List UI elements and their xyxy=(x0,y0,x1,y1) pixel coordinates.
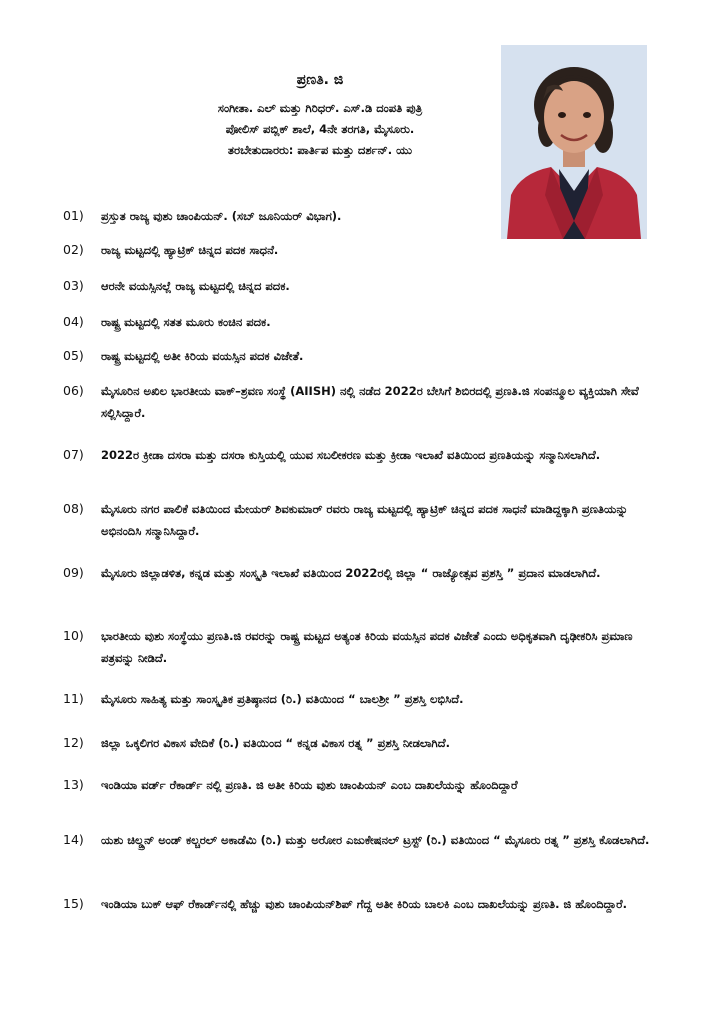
list-item xyxy=(63,444,663,466)
item-number: 08) xyxy=(63,501,84,516)
student-name: ಪ್ರಣತಿ. ಜಿ xyxy=(296,72,344,88)
item-number: 07) xyxy=(63,447,84,462)
list-item xyxy=(63,625,663,669)
list-item xyxy=(63,829,663,851)
list-item xyxy=(63,732,663,754)
item-number: 06) xyxy=(63,383,84,398)
list-item xyxy=(63,688,663,710)
item-number: 05) xyxy=(63,348,84,363)
item-number: 15) xyxy=(63,896,84,911)
list-item xyxy=(63,774,663,796)
item-text: ಮೈಸೂರು ಸಾಹಿತ್ಯ ಮತ್ತು ಸಾಂಸ್ಕೃತಿಕ ಪ್ರತಿಷ್ಠಾನದ (ರಿ.) ವತಿಯಿಂದ “ ಬಾಲಶ್ರೀ ” ಪ್ರಶಸ್ತಿ ಲಭಿಸಿದೆ. xyxy=(101,692,464,706)
school-line: ಪೋಲಿಸ್ ಪಬ್ಲಿಕ್ ಶಾಲೆ, 4ನೇ ತರಗತಿ, ಮೈಸೂರು. xyxy=(225,122,415,136)
item-number: 01) xyxy=(63,208,84,223)
item-text: ಇಂಡಿಯಾ ಬುಕ್ ಆಫ್ ರೆಕಾರ್ಡ್‌ನಲ್ಲಿ ಹೆಚ್ಚು ವುಶು ಚಾಂಪಿಯನ್‌ಶಿಪ್ ಗೆದ್ದ ಅತೀ ಕಿರಿಯ ಬಾಲಕಿ ಎಂಬ ದಾಖಲೆಯನ್ನು ಪ್ರಣತಿ. ಜಿ ಹೊಂದಿದ್ದಾರೆ. xyxy=(101,897,627,911)
item-text: ಯಶು ಚಿಲ್ಡ್ರನ್ ಅಂಡ್ ಕಲ್ಚರಲ್ ಅಕಾಡೆಮಿ (ರಿ.) ಮತ್ತು ಅರೋರ ಎಜುಕೇಷನಲ್ ಟ್ರಸ್ಟ್ (ರಿ.) ವತಿಯಿಂದ “ ಮೈಸೂರು ರತ್ನ ” ಪ್ರಶಸ್ತಿ ಕೊಡಲಾಗಿದೆ. xyxy=(101,833,650,847)
item-number: 03) xyxy=(63,278,84,293)
list-item xyxy=(63,275,663,297)
item-text: ಮೈಸೂರು ಜಿಲ್ಲಾಡಳಿತ, ಕನ್ನಡ ಮತ್ತು ಸಂಸ್ಕೃತಿ ಇಲಾಖೆ ವತಿಯಿಂದ 2022ರಲ್ಲಿ ಜಿಲ್ಲಾ “ ರಾಜ್ಯೋತ್ಸವ ಪ್ರಶಸ್ತಿ ” ಪ್ರದಾನ ಮಾಡಲಾಗಿದೆ. xyxy=(101,566,601,580)
profile-header xyxy=(150,72,490,161)
item-text: ಭಾರತೀಯ ವುಶು ಸಂಸ್ಥೆಯು ಪ್ರಣತಿ.ಜಿ ರವರನ್ನು ರಾಷ್ಟ್ರ ಮಟ್ಟದ ಅತ್ಯಂತ ಕಿರಿಯ ವಯಸ್ಸಿನ ಪದಕ ವಿಜೇತೆ ಎಂದು ಅಧಿಕೃತವಾಗಿ ದೃಢೀಕರಿಸಿ ಪ್ರಮಾಣ ಪತ್ರವನ್ನು ನೀಡಿದೆ. xyxy=(101,629,633,665)
item-text: ಜಿಲ್ಲಾ ಒಕ್ಕಲಿಗರ ವಿಕಾಸ ವೇದಿಕೆ (ರಿ.) ವತಿಯಿಂದ “ ಕನ್ನಡ ವಿಕಾಸ ರತ್ನ ” ಪ್ರಶಸ್ತಿ ನೀಡಲಾಗಿದೆ. xyxy=(101,736,450,750)
item-text: ಮೈಸೂರಿನ ಅಖಿಲ ಭಾರತೀಯ ವಾಕ್–ಶ್ರವಣ ಸಂಸ್ಥೆ (AIISH) ನಲ್ಲಿ ನಡೆದ 2022ರ ಬೇಸಿಗೆ ಶಿಬಿರದಲ್ಲಿ ಪ್ರಣತಿ.ಜಿ ಸಂಪನ್ಮೂಲ ವ್ಯಕ್ತಿಯಾಗಿ ಸೇವೆ ಸಲ್ಲಿಸಿದ್ದಾರೆ. xyxy=(101,384,639,420)
item-text: ಆರನೇ ವಯಸ್ಸಿನಲ್ಲೆ ರಾಜ್ಯ ಮಟ್ಟದಲ್ಲಿ ಚಿನ್ನದ ಪದಕ. xyxy=(101,279,290,293)
parents-line: ಸಂಗೀತಾ. ಎಲ್ ಮತ್ತು ಗಿರಿಧರ್. ಎಸ್.ಡಿ ದಂಪತಿ ಪುತ್ರಿ xyxy=(217,101,423,115)
item-number: 12) xyxy=(63,735,84,750)
list-item xyxy=(63,205,663,227)
item-text: ಮೈಸೂರು ನಗರ ಪಾಲಿಕೆ ವತಿಯಿಂದ ಮೇಯರ್ ಶಿವಕುಮಾರ್ ರವರು ರಾಜ್ಯ ಮಟ್ಟದಲ್ಲಿ ಹ್ಯಾಟ್ರಿಕ್ ಚಿನ್ನದ ಪದಕ ಸಾಧನೆ ಮಾಡಿದ್ದಕ್ಕಾಗಿ ಪ್ರಣತಿಯನ್ನು ಅಭಿನಂದಿಸಿ ಸನ್ಮಾನಿಸಿದ್ದಾರೆ. xyxy=(101,502,628,538)
item-number: 09) xyxy=(63,565,84,580)
list-item xyxy=(63,498,663,542)
item-number: 10) xyxy=(63,628,84,643)
item-number: 11) xyxy=(63,691,84,706)
list-item xyxy=(63,239,663,261)
item-number: 02) xyxy=(63,242,84,257)
list-item xyxy=(63,562,663,584)
item-number: 13) xyxy=(63,777,84,792)
item-number: 14) xyxy=(63,832,84,847)
item-text: ಇಂಡಿಯಾ ವರ್ಡ್ ರೆಕಾರ್ಡ್ ನಲ್ಲಿ ಪ್ರಣತಿ. ಜಿ ಅತೀ ಕಿರಿಯ ವುಶು ಚಾಂಪಿಯನ್ ಎಂಬ ದಾಖಲೆಯನ್ನು ಹೊಂದಿದ್ದಾರೆ xyxy=(101,778,518,792)
item-text: ರಾಷ್ಟ್ರ ಮಟ್ಟದಲ್ಲಿ ಅತೀ ಕಿರಿಯ ವಯಸ್ಸಿನ ಪದಕ ವಿಜೇತೆ. xyxy=(101,349,304,363)
item-text: ಪ್ರಸ್ತುತ ರಾಜ್ಯ ವುಶು ಚಾಂಪಿಯನ್. (ಸಬ್ ಜೂನಿಯರ್ ವಿಭಾಗ). xyxy=(101,209,342,223)
item-text: ರಾಷ್ಟ್ರ ಮಟ್ಟದಲ್ಲಿ ಸತತ ಮೂರು ಕಂಚಿನ ಪದಕ. xyxy=(101,315,271,329)
list-item xyxy=(63,893,663,915)
item-number: 04) xyxy=(63,314,84,329)
item-text: 2022ರ ಕ್ರೀಡಾ ದಸರಾ ಮತ್ತು ದಸರಾ ಕುಸ್ತಿಯಲ್ಲಿ ಯುವ ಸಬಲೀಕರಣ ಮತ್ತು ಕ್ರೀಡಾ ಇಲಾಖೆ ವತಿಯಿಂದ ಪ್ರಣತಿಯನ್ನು ಸನ್ಮಾನಿಸಲಾಗಿದೆ. xyxy=(101,448,601,462)
item-text: ರಾಜ್ಯ ಮಟ್ಟದಲ್ಲಿ ಹ್ಯಾಟ್ರಿಕ್ ಚಿನ್ನದ ಪದಕ ಸಾಧನೆ. xyxy=(101,243,279,257)
coaches-line: ತರಬೇತುದಾರರು: ಪಾರ್ತಿಪ ಮತ್ತು ದರ್ಶನ್. ಯು xyxy=(227,143,413,157)
list-item xyxy=(63,311,663,333)
list-item xyxy=(63,345,663,367)
list-item xyxy=(63,380,663,424)
